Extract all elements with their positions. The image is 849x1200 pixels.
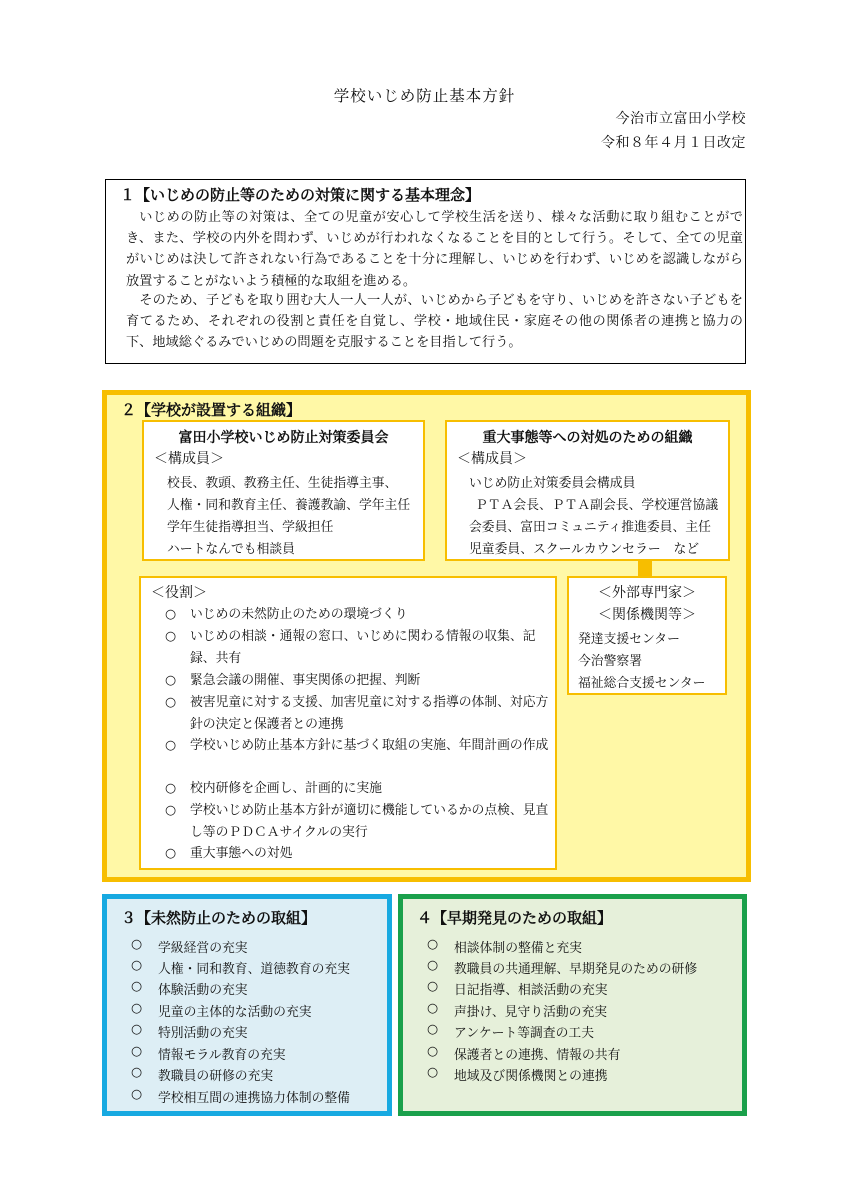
detection-item-text: アンケート等調査の工夫	[454, 1026, 594, 1041]
circle-bullet-icon: ○	[131, 1065, 143, 1080]
section-prevention-measures	[102, 894, 392, 1116]
circle-bullet-icon: ○	[427, 958, 439, 973]
detection-item-text: 地域及び関係機関との連携	[454, 1069, 608, 1084]
principle-paragraph-2: そのため、子どもを取り囲む大人一人一人が、いじめから子どもを守り、いじめを許さない子どもを育てるため、それぞれの役割と責任を自覚し、学校・地域住民・家庭その他の関係者の連携と協力の下、地域総ぐるみでいじめの問題を克服することを目指して行う。	[126, 293, 743, 351]
circle-bullet-icon: ○	[427, 979, 439, 994]
circle-bullet-icon: ○	[131, 1001, 143, 1016]
role-item-text: 校内研修を企画し、計画的に実施	[190, 781, 382, 796]
committee-member-line: ハートなんでも相談員	[167, 542, 295, 557]
role-item	[165, 735, 550, 757]
role-item	[165, 670, 550, 692]
committee-title: 富田小学校いじめ防止対策委員会	[178, 430, 389, 446]
external-experts-label: ＜外部専門家＞	[598, 585, 696, 601]
circle-bullet-icon: ○	[131, 979, 143, 994]
serious-member-line: 児童委員、スクールカウンセラー など	[469, 542, 700, 557]
connector-bar	[638, 561, 652, 577]
prevention-item-text: 情報モラル教育の充実	[158, 1048, 286, 1063]
circle-bullet-icon: ○	[165, 629, 177, 644]
role-item-text: 被害児童に対する支援、加害児童に対する指導の体制、対応方針の決定と保護者との連携	[190, 695, 549, 732]
circle-bullet-icon: ○	[165, 781, 177, 796]
section2-heading: ２【学校が設置する組織】	[121, 401, 302, 419]
prevention-item-text: 児童の主体的な活動の充実	[158, 1005, 312, 1020]
section-early-detection	[398, 894, 747, 1116]
role-item-text: いじめの相談・通報の窓口、いじめに関わる情報の収集、記録、共有	[190, 629, 536, 666]
role-item-text: 学校いじめ防止基本方針に基づく取組の実施、年間計画の作成	[190, 738, 549, 753]
revision-date: 令和８年４月１日改定	[601, 135, 746, 151]
committee-member-line: 校長、教頭、教務主任、生徒指導主事、	[167, 476, 398, 491]
serious-situation-box	[445, 420, 730, 561]
committee-box	[142, 420, 425, 561]
circle-bullet-icon: ○	[131, 937, 143, 952]
role-item	[165, 604, 550, 626]
committee-member-line: 人権・同和教育主任、養護教諭、学年主任	[167, 498, 411, 513]
circle-bullet-icon: ○	[427, 937, 439, 952]
circle-bullet-icon: ○	[427, 1001, 439, 1016]
related-agencies-label: ＜関係機関等＞	[598, 607, 696, 623]
circle-bullet-icon: ○	[165, 846, 177, 861]
serious-member-line: ＰＴＡ会長、ＰＴＡ副会長、学校運営協議	[475, 498, 719, 513]
circle-bullet-icon: ○	[427, 1022, 439, 1037]
prevention-item-text: 人権・同和教育、道徳教育の充実	[158, 962, 350, 977]
detection-item-text: 相談体制の整備と充実	[454, 941, 582, 956]
prevention-item-text: 特別活動の充実	[158, 1026, 248, 1041]
role-item	[165, 778, 550, 800]
section3-heading: ３【未然防止のための取組】	[121, 909, 317, 927]
circle-bullet-icon: ○	[427, 1065, 439, 1080]
serious-situation-title: 重大事態等への対処のための組織	[482, 430, 693, 446]
prevention-item-text: 学校相互間の連携協力体制の整備	[158, 1091, 350, 1106]
serious-members-label: ＜構成員＞	[457, 451, 527, 467]
serious-member-line: 会委員、富田コミュニティ推進委員、主任	[469, 520, 711, 535]
role-item	[165, 800, 550, 843]
agency-item: 発達支援センター	[578, 632, 680, 647]
circle-bullet-icon: ○	[165, 803, 177, 818]
agency-item: 福祉総合支援センター	[578, 676, 706, 691]
prevention-item-text: 学級経営の充実	[158, 941, 248, 956]
roles-label: ＜役割＞	[151, 585, 207, 601]
role-item-text: 学校いじめ防止基本方針が適切に機能しているかの点検、見直し等のＰＤＣＡサイクルの実行	[190, 803, 549, 840]
section-school-organization	[102, 390, 751, 882]
circle-bullet-icon: ○	[165, 738, 177, 753]
role-item	[165, 843, 550, 865]
circle-bullet-icon: ○	[131, 1044, 143, 1059]
agency-item: 今治警察署	[578, 654, 642, 669]
role-item	[165, 626, 550, 669]
circle-bullet-icon: ○	[165, 695, 177, 710]
roles-box	[139, 576, 557, 870]
committee-members-label: ＜構成員＞	[154, 451, 224, 467]
role-item-text: いじめの未然防止のための環境づくり	[190, 607, 408, 622]
prevention-item-text: 教職員の研修の充実	[158, 1069, 274, 1084]
committee-member-line: 学年生徒指導担当、学級担任	[167, 520, 334, 535]
circle-bullet-icon: ○	[165, 673, 177, 688]
circle-bullet-icon: ○	[131, 1087, 143, 1102]
circle-bullet-icon: ○	[131, 1022, 143, 1037]
principle-paragraph-1: いじめの防止等の対策は、全ての児童が安心して学校生活を送り、様々な活動に取り組むことができ、また、学校の内外を問わず、いじめが行われなくなることを目的として行う。そして、全ての児童がいじめは決して許されない行為であることを十分に理解し、いじめを行わず、いじめを認識しながら放置することがないよう積極的な取組を進める。	[126, 210, 743, 289]
document-title: 学校いじめ防止基本方針	[333, 87, 516, 105]
circle-bullet-icon: ○	[165, 607, 177, 622]
detection-item-text: 声掛け、見守り活動の充実	[454, 1005, 608, 1020]
section4-heading: ４【早期発見のための取組】	[417, 909, 613, 927]
circle-bullet-icon: ○	[131, 958, 143, 973]
detection-item-text: 教職員の共通理解、早期発見のための研修	[454, 962, 698, 977]
section1-heading: １【いじめの防止等のための対策に関する基本理念】	[120, 186, 481, 204]
section-basic-principles	[105, 179, 746, 364]
role-item-text: 重大事態への対処	[190, 846, 293, 861]
detection-item-text: 日記指導、相談活動の充実	[454, 983, 608, 998]
role-item	[165, 692, 550, 735]
detection-item-text: 保護者との連携、情報の共有	[454, 1048, 621, 1063]
circle-bullet-icon: ○	[427, 1044, 439, 1059]
school-name: 今治市立富田小学校	[615, 111, 746, 127]
role-item-text: 緊急会議の開催、事実関係の把握、判断	[190, 673, 421, 688]
external-experts-box	[567, 576, 727, 695]
prevention-item-text: 体験活動の充実	[158, 983, 248, 998]
serious-member-line: いじめ防止対策委員会構成員	[469, 476, 636, 491]
